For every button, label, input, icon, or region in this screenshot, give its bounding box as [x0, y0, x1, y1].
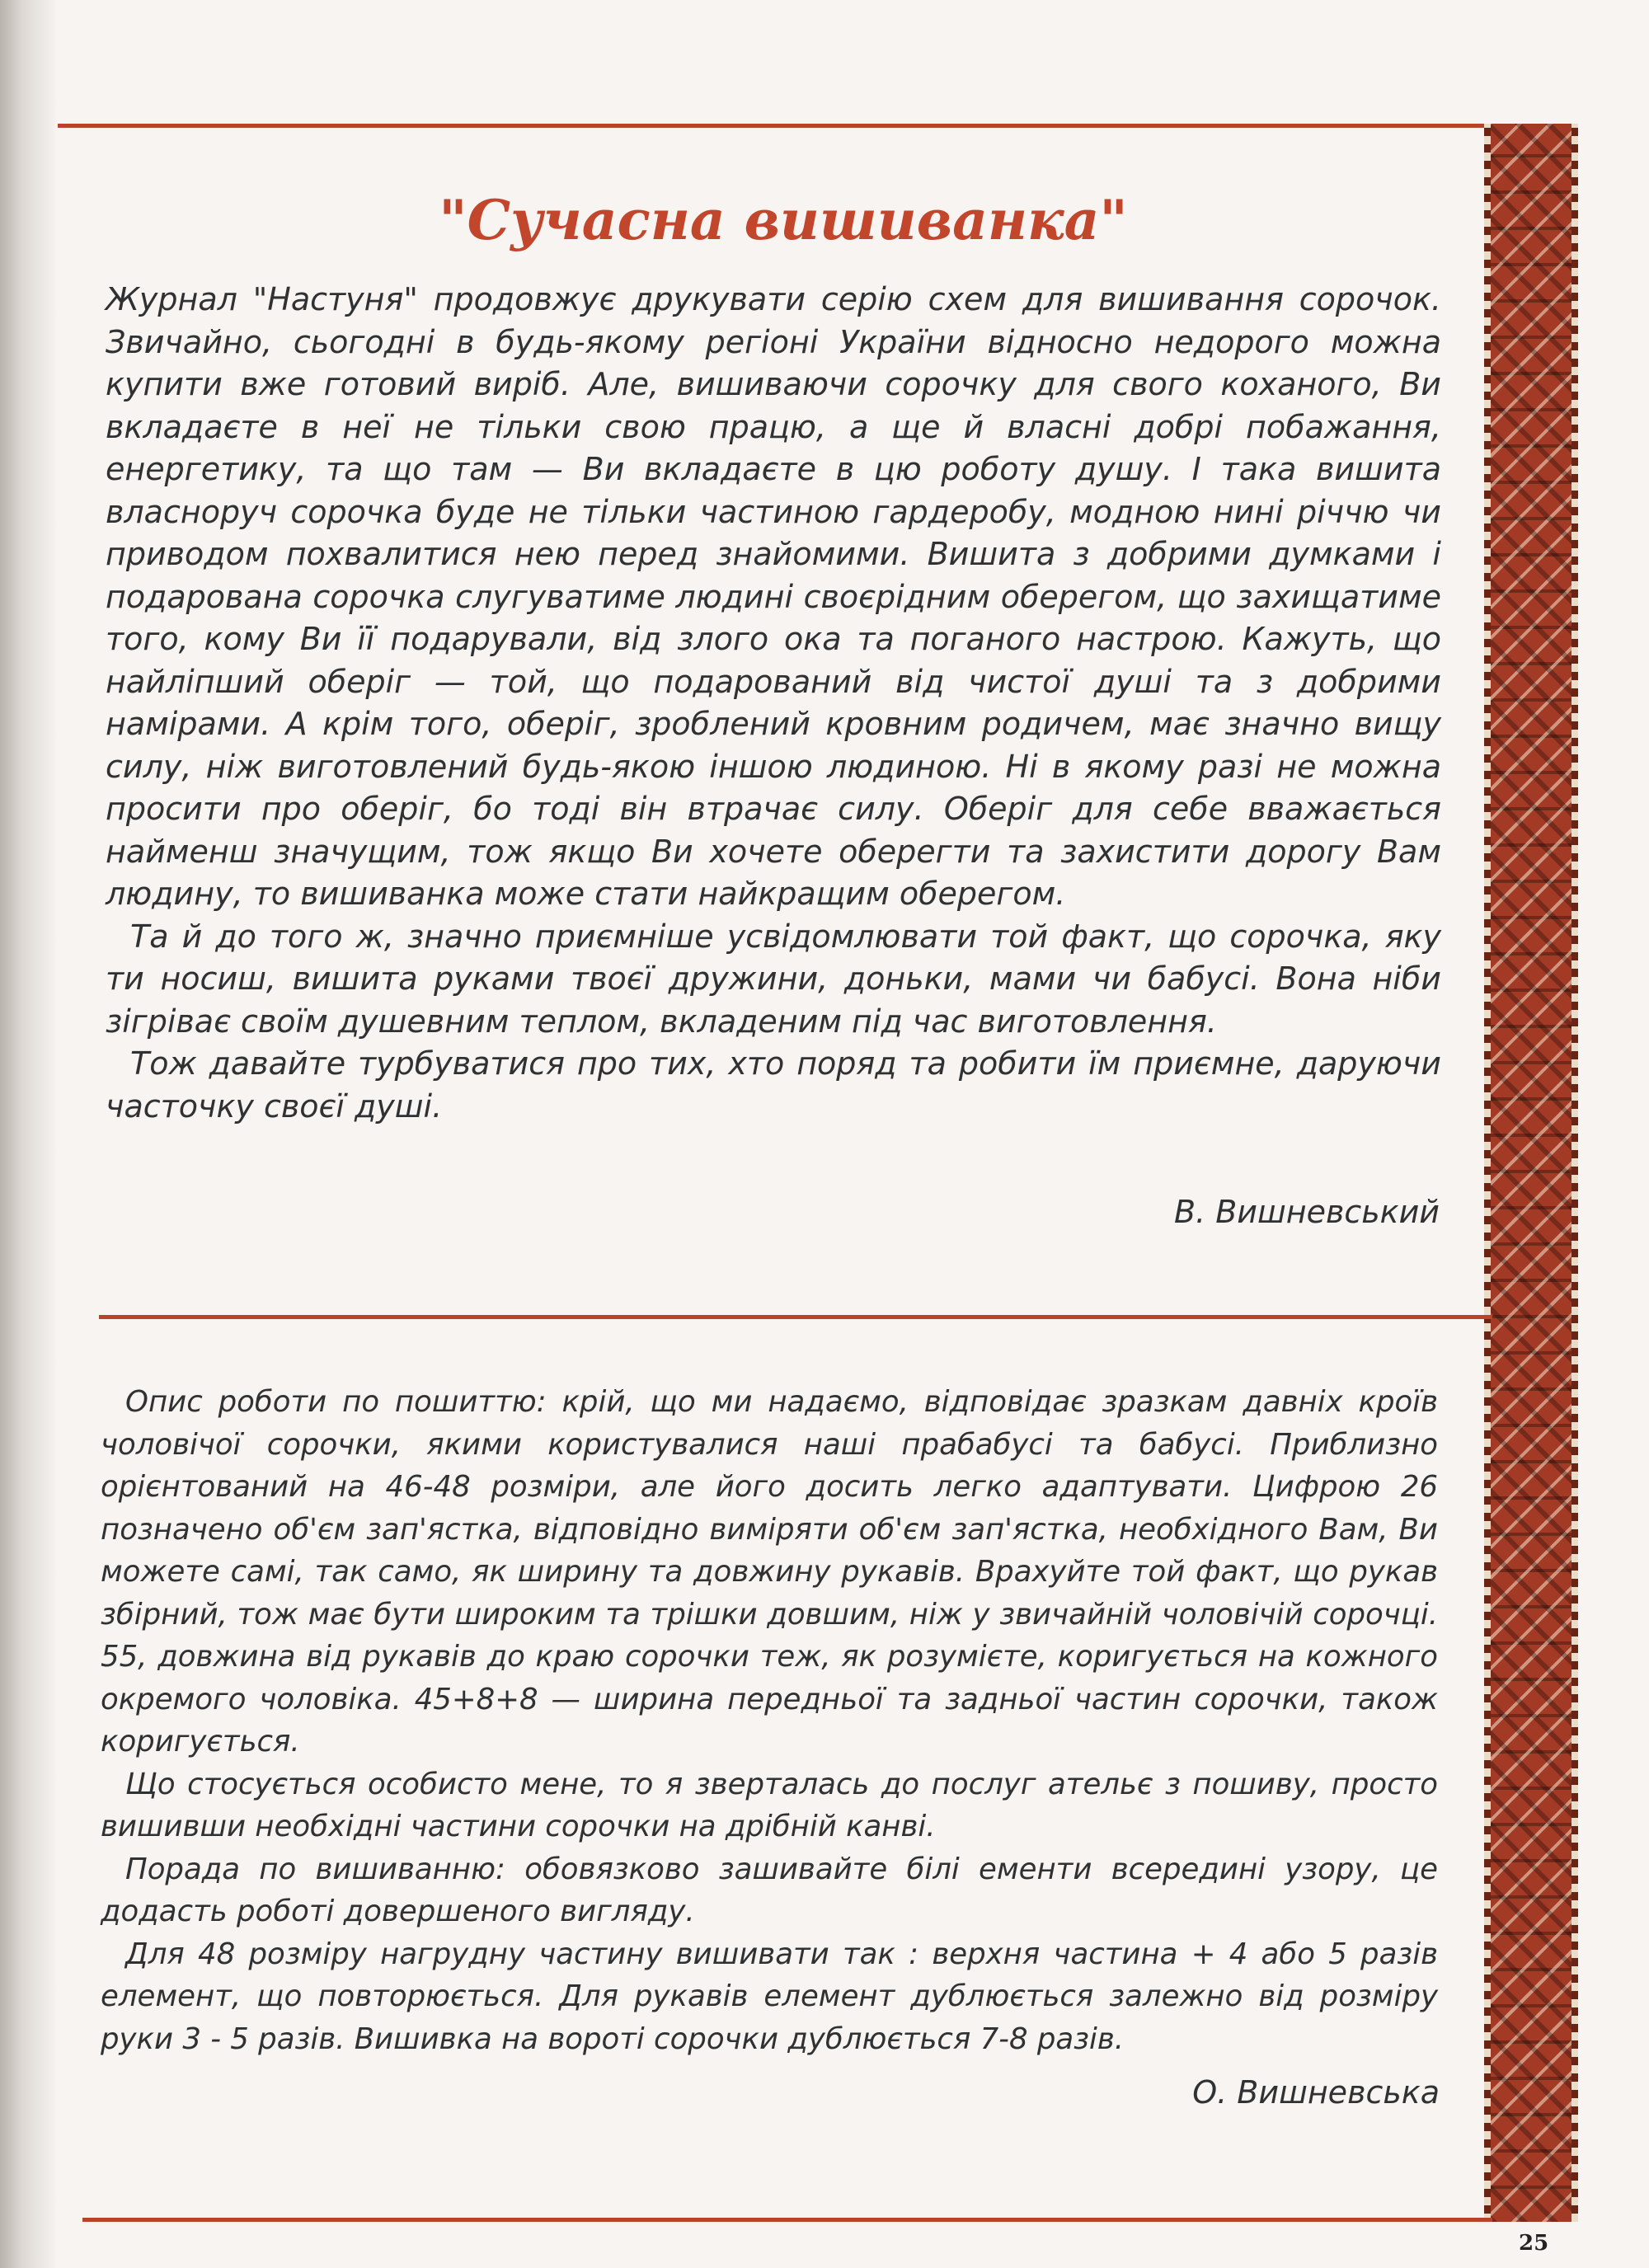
- section-divider: [99, 1315, 1492, 1319]
- article-paragraph: Журнал "Настуня" продовжує друкувати серію схем для вишивання сорочок. Звичайно, сьогодні в будь-якому регіоні України відносно недорого можна купити вже готовий виріб. Але, вишиваючи сорочку для свого коханого, Ви вкладаєте в неї не тільки свою працю, а ще й власні добрі побажання, енергетику, та що там — Ви вкладаєте в цю роботу душу. І така вишита власноруч сорочка буде не тільки частиною гардеробу, модною нині річчю чи приводом похвалитися нею перед знайомими. Вишита з добрими думками і подарована сорочка слугуватиме людині своєрідним оберегом, що захищатиме того, кому Ви її подарували, від злого ока та поганого настрою. Кажуть, що найліпший оберіг — той, що подарований від чистої душі та з добрими намірами. А крім того, оберіг, зроблений кровним родичем, має значно вищу силу, ніж виготовлений будь-якою іншою людиною. Ні в якому разі не можна просити про оберіг, бо тоді він втрачає силу. Оберіг для себе вважається найменш значущим, тож якщо Ви хочете оберегти та захистити дорогу Вам людину, то вишиванка може стати найкращим оберегом.: [106, 281, 1441, 912]
- embroidery-border-ornament: [1491, 124, 1576, 2222]
- embroidery-border-edge-left: [1484, 124, 1491, 2222]
- embroidery-border-edge-right: [1571, 124, 1578, 2222]
- instructions-paragraph: Опис роботи по пошиттю: крій, що ми надаємо, відповідає зразкам давніх кроїв чоловічої сорочки, якими користувалися наші прабабусі та бабусі. Приблизно орієнтований на 46-48 розміри, але його досить легко адаптувати. Цифрою 26 позначено об'єм зап'ястка, відповідно виміряти об'єм зап'ястка, необхідного Вам, Ви можете самі, так само, як ширину та довжину рукавів. Врахуйте той факт, що рукав збірний, тож має бути широким та трішки довшим, ніж у звичайній чоловічій сорочці. 55, довжина від рукавів до краю сорочки теж, як розумієте, коригується на кожного окремого чоловіка. 45+8+8 — ширина передньої та задньої частин сорочки, також коригується.: [101, 1385, 1438, 1759]
- page-number: 25: [1519, 2231, 1549, 2256]
- instructions-paragraph: Порада по вишиванню: обовязково зашивайте білі ементи всередині узору, це додасть роботі довершеного вигляду.: [101, 1852, 1438, 1928]
- top-divider: [58, 124, 1492, 128]
- instructions-signature: О. Вишневська: [1192, 2074, 1440, 2111]
- article-title: "Сучасна вишиванка": [439, 188, 1128, 252]
- instructions-paragraph: Для 48 розміру нагрудну частину вишивати так : верхня частина + 4 або 5 разів елемент, що повторюється. Для рукавів елемент дублюється залежно від розміру руки 3 - 5 разів. Вишивка на вороті сорочки дублюється 7-8 разів.: [101, 1937, 1438, 2056]
- bottom-divider: [82, 2218, 1492, 2222]
- instructions-paragraph: Що стосується особисто мене, то я зверталась до послуг ательє з пошиву, просто вишивши необхідні частини сорочки на дрібній канві.: [101, 1767, 1438, 1843]
- article-paragraph: Тож давайте турбуватися про тих, хто поряд та робити їм приємне, даруючи часточку своєї душі.: [106, 1045, 1441, 1125]
- article-paragraph: Та й до того ж, значно приємніше усвідомлювати той факт, що сорочка, яку ти носиш, вишита руками твоєї дружини, доньки, мами чи бабусі. Вона ніби зігріває своїм душевним теплом, вкладеним під час виготовлення.: [106, 918, 1441, 1040]
- article-signature: В. Вишневський: [1173, 1194, 1440, 1230]
- instructions-body: [101, 1381, 1438, 2060]
- page-gutter-shadow: [0, 0, 58, 2268]
- article-body: [106, 279, 1441, 1128]
